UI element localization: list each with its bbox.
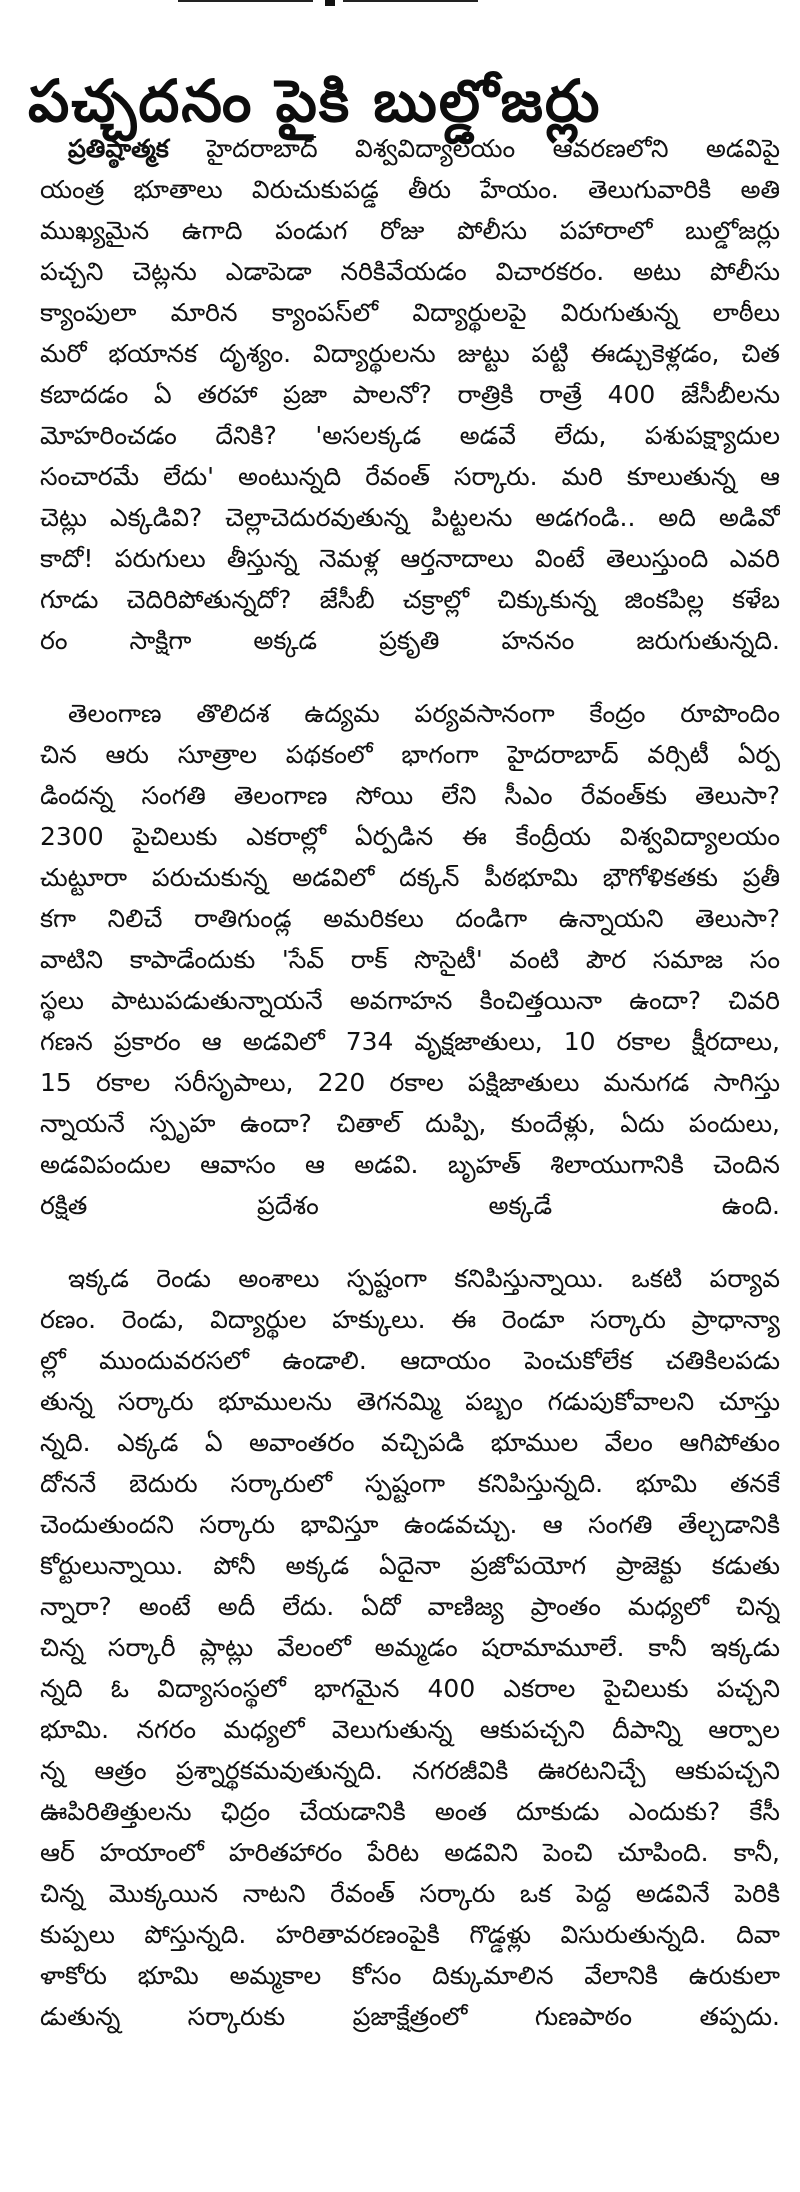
text-line: కగా నిలిచే రాతిగుండ్ల అమరికలు దండిగా ఉన్నాయని తెలుసా?	[40, 904, 780, 933]
text-line: తెలంగాణ తొలిదశ ఉద్యమ పర్యవసానంగా కేంద్రం రూపొందిం	[68, 699, 780, 728]
text-line: రక్షిత ప్రదేశం అక్కడే ఉంది.	[40, 1191, 780, 1220]
text-line: ఇక్కడ రెండు అంశాలు స్పష్టంగా కనిపిస్తున్నాయి. ఒకటి పర్యావ	[68, 1264, 780, 1293]
paragraph	[40, 1258, 780, 2037]
text-line: చిన్న మొక్కయిన నాటని రేవంత్ సర్కారు ఒక పెద్ద అడవినే పెరికి	[40, 1879, 780, 1908]
text-line: చెట్లు ఎక్కడివి? చెల్లాచెదురవుతున్న పిట్టలను అడగండి.. అది అడివో	[40, 503, 780, 532]
text-line: డుతున్న సర్కారుకు ప్రజాక్షేత్రంలో గుణపాఠం తప్పదు.	[40, 2002, 780, 2031]
text-line: కోర్టులున్నాయి. పోనీ అక్కడ ఏదైనా ప్రజోపయోగ ప్రాజెక్టు కడుతు	[40, 1551, 780, 1580]
text-line: తున్న సర్కారు భూములను తెగనమ్మి పబ్బం గడుపుకోవాలని చూస్తు	[40, 1387, 780, 1416]
text-line: న్నది. ఎక్కడ ఏ అవాంతరం వచ్చిపడి భూముల వేలం ఆగిపోతుం	[40, 1428, 780, 1457]
text-line: కుప్పలు పోస్తున్నది. హరితావరణంపైకి గొడ్డళ్లు విసురుతున్నది. దివా	[40, 1920, 780, 1949]
text-line: కబాదడం ఏ తరహా ప్రజా పాలనో? రాత్రికి రాత్రే 400 జేసీబీలను	[40, 380, 780, 409]
text-line: 15 రకాల సరీసృపాలు, 220 రకాల పక్షిజాతులు మనుగడ సాగిస్తు	[40, 1068, 780, 1097]
text-line: స్థలు పాటుపడుతున్నాయనే అవగాహన కించిత్తయినా ఉందా? చివరి	[40, 986, 780, 1015]
text-line: చుట్టూరా పరుచుకున్న అడవిలో దక్కన్ పీఠభూమి భౌగోళికతకు ప్రతీ	[40, 863, 780, 892]
paragraph	[40, 693, 780, 1226]
text-line: ల్లో ముందువరసలో ఉండాలి. ఆదాయం పెంచుకోలేక చతికిలపడు	[40, 1346, 780, 1375]
text-line: రం సాక్షిగా అక్కడ ప్రకృతి హననం జరుగుతున్నది.	[40, 626, 780, 655]
text-line: గూడు చెదిరిపోతున్నదో? జేసీబీ చక్రాల్లో చిక్కుకున్న జింకపిల్ల కళేబ	[40, 585, 780, 614]
text-line: సంచారమే లేదు' అంటున్నది రేవంత్ సర్కారు. మరి కూలుతున్న ఆ	[40, 462, 780, 491]
top-rule	[178, 0, 478, 6]
text-line: 2300 పైచిలుకు ఎకరాల్లో ఏర్పడిన ఈ కేంద్రీయ విశ్వవిద్యాలయం	[40, 822, 780, 851]
paragraph	[40, 128, 780, 661]
text-line: న్నాయనే స్పృహ ఉందా? చితాల్ దుప్పి, కుందేళ్లు, ఏదు పందులు,	[40, 1109, 780, 1138]
text-line: ముఖ్యమైన ఉగాది పండుగ రోజు పోలీసు పహారాలో బుల్డోజర్లు	[40, 216, 780, 245]
text-line: చిన ఆరు సూత్రాల పథకంలో భాగంగా హైదరాబాద్ వర్సిటీ ఏర్ప	[40, 740, 780, 769]
text-line: న్నది ఓ విద్యాసంస్థలో భాగమైన 400 ఎకరాల పైచిలుకు పచ్చని	[40, 1674, 780, 1703]
text-line: పచ్చని చెట్లను ఎడాపెడా నరికివేయడం విచారకరం. అటు పోలీసు	[40, 257, 780, 286]
text-line: న్నారా? అంటే అదీ లేదు. ఏదో వాణిజ్య ప్రాంతం మధ్యలో చిన్న	[40, 1592, 780, 1621]
text-line: చెందుతుందని సర్కారు భావిస్తూ ఉండవచ్చు. ఆ సంగతి తేల్చడానికి	[40, 1510, 780, 1539]
text-line: మోహరించడం దేనికి? 'అసలక్కడ అడవే లేదు, పశుపక్ష్యాదుల	[40, 421, 780, 450]
text-line: అడవిపందుల ఆవాసం ఆ అడవి. బృహత్ శిలాయుగానికి చెందిన	[40, 1150, 780, 1179]
text-line: వాటిని కాపాడేందుకు 'సేవ్ రాక్ సొసైటీ' వంటి పౌర సమాజ సం	[40, 945, 780, 974]
text-line: గణన ప్రకారం ఆ అడవిలో 734 వృక్షజాతులు, 10 రకాల క్షీరదాలు,	[40, 1027, 780, 1056]
text-line: ఆర్ హయాంలో హరితహారం పేరిట అడవిని పెంచి చూపింది. కానీ,	[40, 1838, 780, 1867]
text-line	[40, 128, 780, 169]
lead-line-rest: హైదరాబాద్ విశ్వవిద్యాలయం ఆవరణలోని అడవిపై	[168, 134, 780, 163]
text-line: చిన్న సర్కారీ ప్లాట్లు వేలంలో అమ్మడం షరామామూలే. కానీ ఇక్కడు	[40, 1633, 780, 1662]
text-line: కాదో! పరుగులు తీస్తున్న నెమళ్ల ఆర్తనాదాలు వింటే తెలుస్తుంది ఎవరి	[40, 544, 780, 573]
text-line: ళాకోరు భూమి అమ్మకాల కోసం దిక్కుమాలిన వేలానికి ఉరుకులా	[40, 1961, 780, 1990]
text-line: మరో భయానక దృశ్యం. విద్యార్థులను జుట్టు పట్టి ఈడ్చుకెళ్లడం, చిత	[40, 339, 780, 368]
article-body	[40, 128, 780, 2037]
text-line: ఊపిరితిత్తులను ఛిద్రం చేయడానికి అంత దూకుడు ఎందుకు? కేసీ	[40, 1797, 780, 1826]
text-line: న్న ఆత్రం ప్రశ్నార్థకమవుతున్నది. నగరజీవికి ఊరటనిచ్చే ఆకుపచ్చని	[40, 1756, 780, 1785]
lead-word: ప్రతిష్ఠాత్మక	[68, 134, 169, 163]
headline: పచ్చదనం పైకి బుల్డోజర్లు	[28, 66, 602, 135]
text-line: డిందన్న సంగతి తెలంగాణ సోయి లేని సీఎం రేవంత్‌కు తెలుసా?	[40, 781, 780, 810]
text-line: దోననే బెదురు సర్కారులో స్పష్టంగా కనిపిస్తున్నది. భూమి తనకే	[40, 1469, 780, 1498]
text-line: రణం. రెండు, విద్యార్థుల హక్కులు. ఈ రెండూ సర్కారు ప్రాధాన్యా	[40, 1305, 780, 1334]
rule-mark	[325, 0, 335, 6]
text-line: యంత్ర భూతాలు విరుచుకుపడ్డ తీరు హేయం. తెలుగువారికి అతి	[40, 175, 780, 204]
text-line: క్యాంపులా మారిన క్యాంపస్‌లో విద్యార్థులపై విరుగుతున్న లాఠీలు	[40, 298, 780, 327]
text-line: భూమి. నగరం మధ్యలో వెలుగుతున్న ఆకుపచ్చని దీపాన్ని ఆర్పాల	[40, 1715, 780, 1744]
